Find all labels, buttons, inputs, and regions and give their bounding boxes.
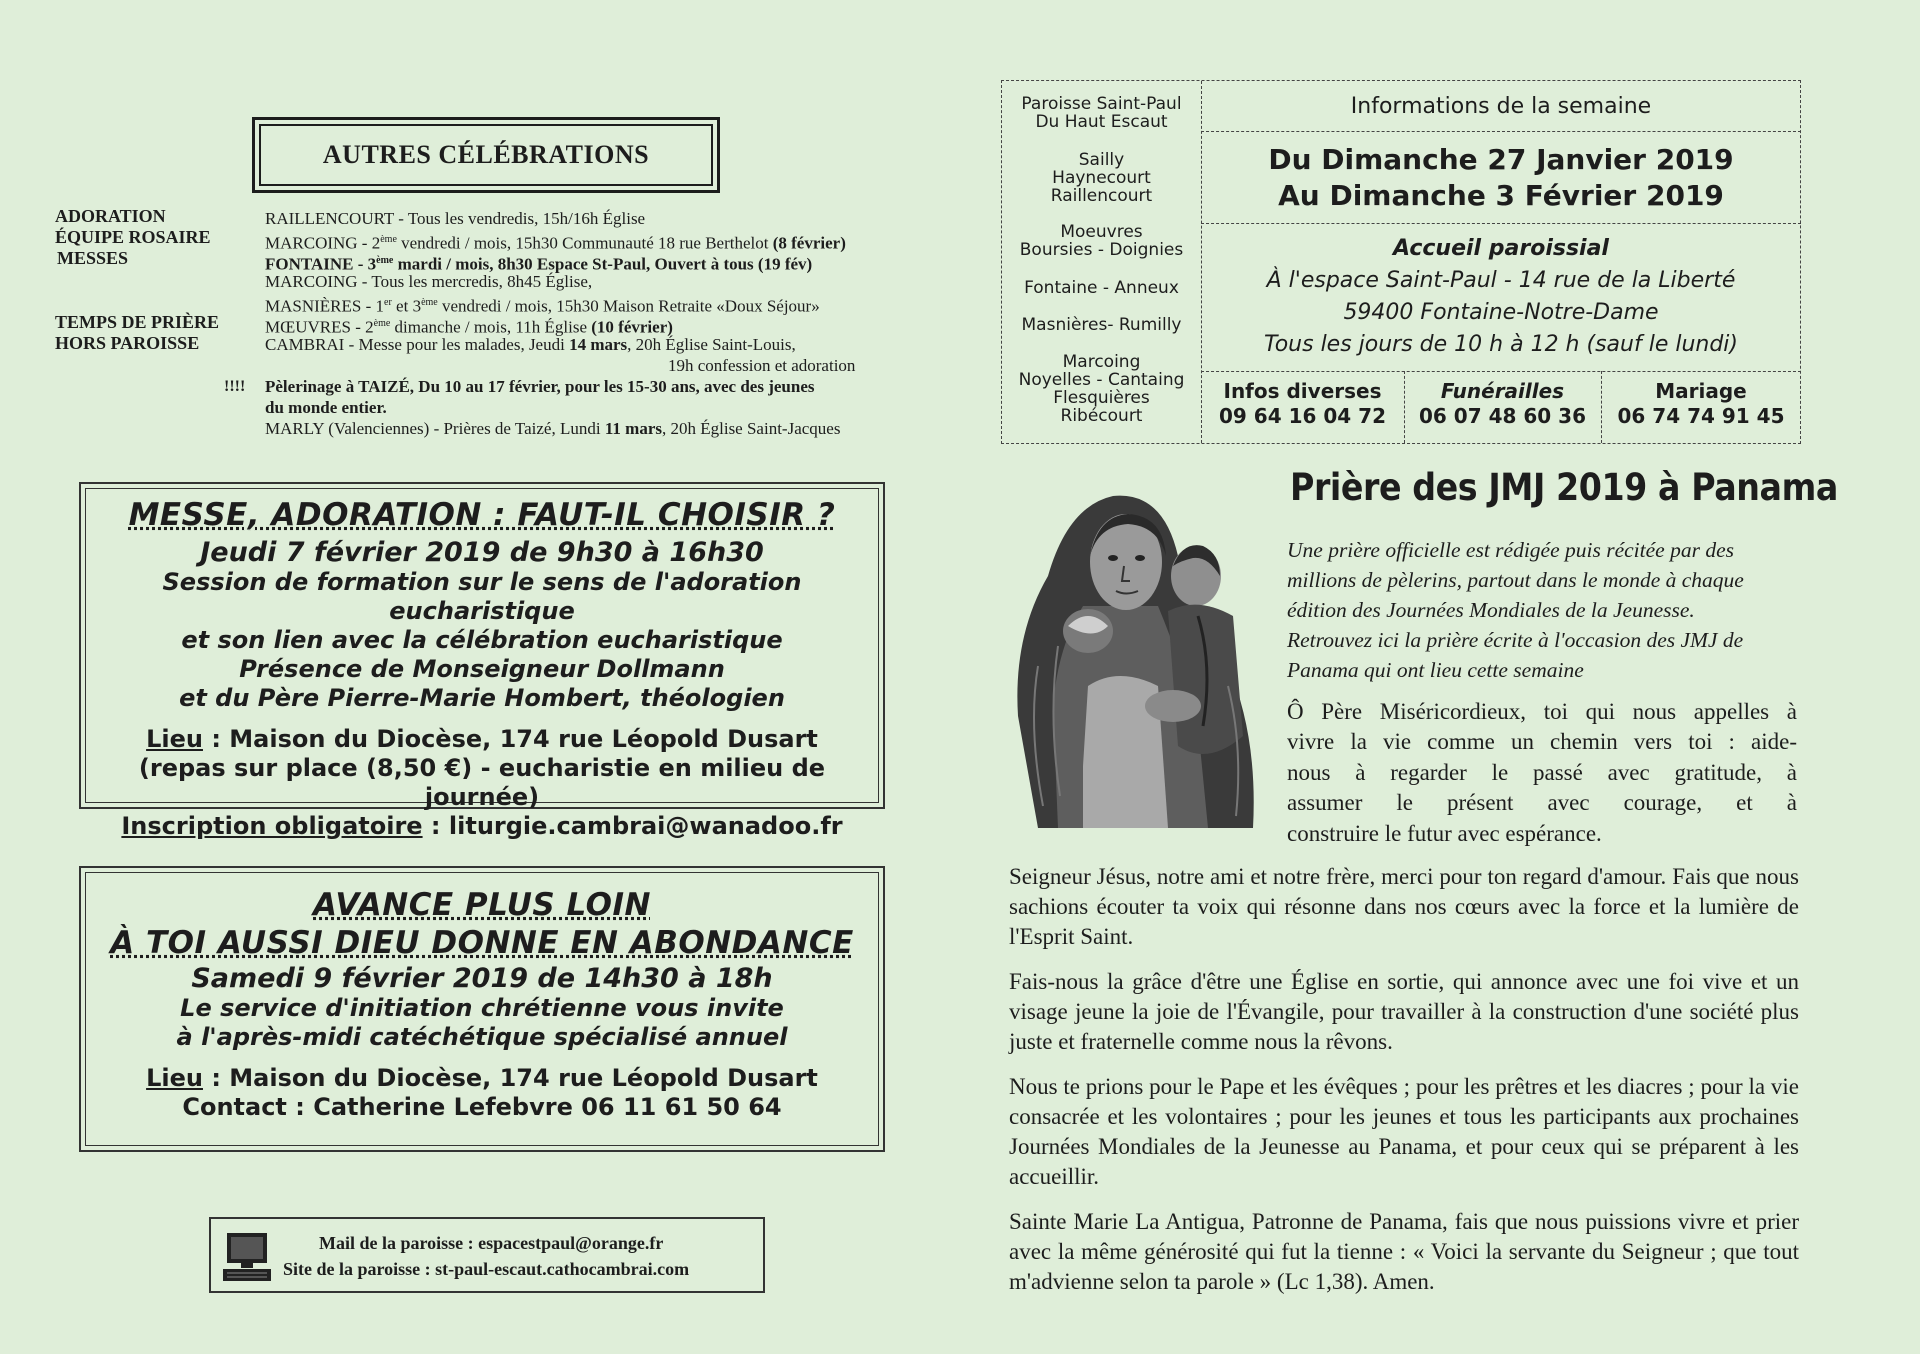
prayer-paragraph-1: Ô Père Miséricordieux, toi qui nous appelles à vivre la vie comme un chemin vers toi : aide- nous à regarder le passé avec gratitude, à assumer le présent avec courage, et à construire le futur avec espérance. xyxy=(1287,699,1797,846)
prayer-intro: Une prière officielle est rédigée puis récitée par des millions de pèlerins, partout dans le monde à chaque édition des Journées Mondiales de la Jeunesse. Retrouvez ici la prière écrite à l'occasion des JMJ de Panama qui ont lieu cette semaine xyxy=(1287,538,1744,682)
prayer-title: Prière des JMJ 2019 à Panama xyxy=(1290,466,1838,509)
messe-lieu: Lieu : Maison du Diocèse, 174 rue Léopold Dusart xyxy=(146,725,818,753)
madonna-image xyxy=(998,466,1260,828)
label-messes: MESSES xyxy=(57,248,129,268)
messe-adoration-title: MESSE, ADORATION : FAUT-IL CHOISIR ? xyxy=(128,497,836,533)
celebration-line: MŒUVRES - 2ème dimanche / mois, 11h Église (10 février) xyxy=(265,317,673,337)
avance-box xyxy=(79,866,885,1152)
autres-celebrations-title: AUTRES CÉLÉBRATIONS xyxy=(259,124,713,186)
mail-box xyxy=(209,1217,765,1293)
avance-date: Samedi 9 février 2019 de 14h30 à 18h xyxy=(191,963,773,994)
label-equipe-rosaire: ÉQUIPE ROSAIRE xyxy=(55,227,211,247)
celebration-line: RAILLENCOURT - Tous les vendredis, 15h/16h Église xyxy=(265,209,646,228)
messe-repas: (repas sur place (8,50 €) - eucharistie en milieu de journée) xyxy=(138,754,826,811)
computer-icon xyxy=(221,1231,273,1283)
villages-group: Sailly Haynecourt Raillencourt xyxy=(1050,150,1153,206)
celebration-line: MASNIÈRES - 1er et 3ème vendredi / mois, 15h30 Maison Retraite «Doux Séjour» xyxy=(265,296,820,316)
messe-line: Présence de Monseigneur Dollmann xyxy=(239,655,725,683)
label-adoration: ADORATION xyxy=(55,206,166,226)
celebration-line: MARLY (Valenciennes) - Prières de Taizé, Lundi 11 mars, 20h Église Saint-Jacques xyxy=(265,419,841,438)
avance-line: Le service d'initiation chrétienne vous invite xyxy=(180,994,784,1022)
week-dates: Du Dimanche 27 Janvier 2019 Au Dimanche 3 Février 2019 xyxy=(1268,143,1734,212)
label-exclamation: !!!! xyxy=(224,378,246,395)
celebration-line: du monde entier. xyxy=(265,398,387,417)
celebration-line: Pèlerinage à TAIZÉ, Du 10 au 17 février, pour les 15-30 ans, avec des jeunes xyxy=(265,377,815,396)
avance-line: à l'après-midi catéchétique spécialisé annuel xyxy=(176,1023,788,1051)
avance-lieu: Lieu : Maison du Diocèse, 174 rue Léopold Dusart xyxy=(146,1064,818,1092)
celebration-line: 19h confession et adoration xyxy=(668,356,856,375)
prayer-paragraph-5: Sainte Marie La Antigua, Patronne de Panama, fais que nous puissions vivre et prier avec la même générosité qui fut la tienne : « Voici la servante du Seigneur ; que tout m'advienne selon ta parole » (Lc 1,38). Amen. xyxy=(1009,1209,1799,1294)
messe-line: et du Père Pierre-Marie Hombert, théologien xyxy=(179,684,785,712)
villages-group: Fontaine - Anneux xyxy=(1024,278,1179,298)
avance-contact: Contact : Catherine Lefebvre 06 11 61 50 64 xyxy=(182,1093,782,1121)
villages-group: Moeuvres Boursies - Doignies xyxy=(1019,222,1184,260)
celebration-line: MARCOING - Tous les mercredis, 8h45 Église, xyxy=(265,272,593,291)
avance-title-1: AVANCE PLUS LOIN xyxy=(313,887,651,923)
label-hors-paroisse: HORS PAROISSE xyxy=(55,333,200,353)
messe-line: Session de formation sur le sens de l'adoration eucharistique xyxy=(162,568,802,625)
contact-infos-diverses: Infos diverses 09 64 16 04 72 xyxy=(1218,379,1386,428)
messe-date: Jeudi 7 février 2019 de 9h30 à 16h30 xyxy=(200,537,764,568)
info-heading: Informations de la semaine xyxy=(1350,94,1652,119)
parish-name: Paroisse Saint-Paul Du Haut Escaut xyxy=(1021,94,1182,132)
accueil-title: Accueil paroissial xyxy=(1393,236,1609,261)
label-temps-de-priere: TEMPS DE PRIÈRE xyxy=(55,312,220,332)
messe-line: et son lien avec la célébration eucharistique xyxy=(181,626,783,654)
mail-line: Mail de la paroisse : espacestpaul@orange.fr xyxy=(319,1233,664,1253)
contact-mariage: Mariage 06 74 74 91 45 xyxy=(1617,379,1785,428)
avance-title-2: À TOI AUSSI DIEU DONNE EN ABONDANCE xyxy=(110,925,854,961)
celebration-line: CAMBRAI - Messe pour les malades, Jeudi 14 mars, 20h Église Saint-Louis, xyxy=(265,335,796,354)
info-table xyxy=(1001,80,1801,444)
prayer-paragraph-2: Seigneur Jésus, notre ami et notre frère, merci pour ton regard d'amour. Fais que nous sachions écouter ta voix qui résonne dans nos cœurs avec la force et la lumière de l'Esprit Saint. xyxy=(1009,864,1799,949)
prayer-paragraph-4: Nous te prions pour le Pape et les évêques ; pour les prêtres et les diacres ; pour la vie consacrée et les volontaires ; pour les jeunes et tous les participants aux prochaines Journées Mondiales de la Jeunesse au Panama, et pour ceux qui se préparent à les accueillir. xyxy=(1009,1074,1799,1189)
villages-group: Masnières- Rumilly xyxy=(1021,315,1182,335)
contact-funerailles: Funérailles 06 07 48 60 36 xyxy=(1418,379,1586,428)
prayer-paragraph-3: Fais-nous la grâce d'être une Église en sortie, qui annonce avec une foi vive et un visage jeune la joie de l'Évangile, pour travailler à la construction d'une société plus juste et fraternelle comme nous la rêvons. xyxy=(1009,969,1799,1054)
messe-inscription: Inscription obligatoire : liturgie.cambrai@wanadoo.fr xyxy=(121,812,843,840)
villages-group: Marcoing Noyelles - Cantaing Flesquières Ribécourt xyxy=(1018,352,1185,426)
autres-celebrations-title-frame xyxy=(252,117,720,193)
site-line: Site de la paroisse : st-paul-escaut.cathocambrai.com xyxy=(283,1259,690,1279)
celebration-line: MARCOING - 2ème vendredi / mois, 15h30 Communauté 18 rue Berthelot (8 février) xyxy=(265,233,846,253)
accueil-block: Accueil paroissial À l'espace Saint-Paul - 14 rue de la Liberté 59400 Fontaine-Notre-Dame Tous les jours de 10 h à 12 h (sauf le lundi) xyxy=(1201,233,1801,361)
messe-adoration-box xyxy=(79,482,885,840)
celebration-line: FONTAINE - 3ème mardi / mois, 8h30 Espace St-Paul, Ouvert à tous (19 fév) xyxy=(265,254,813,274)
